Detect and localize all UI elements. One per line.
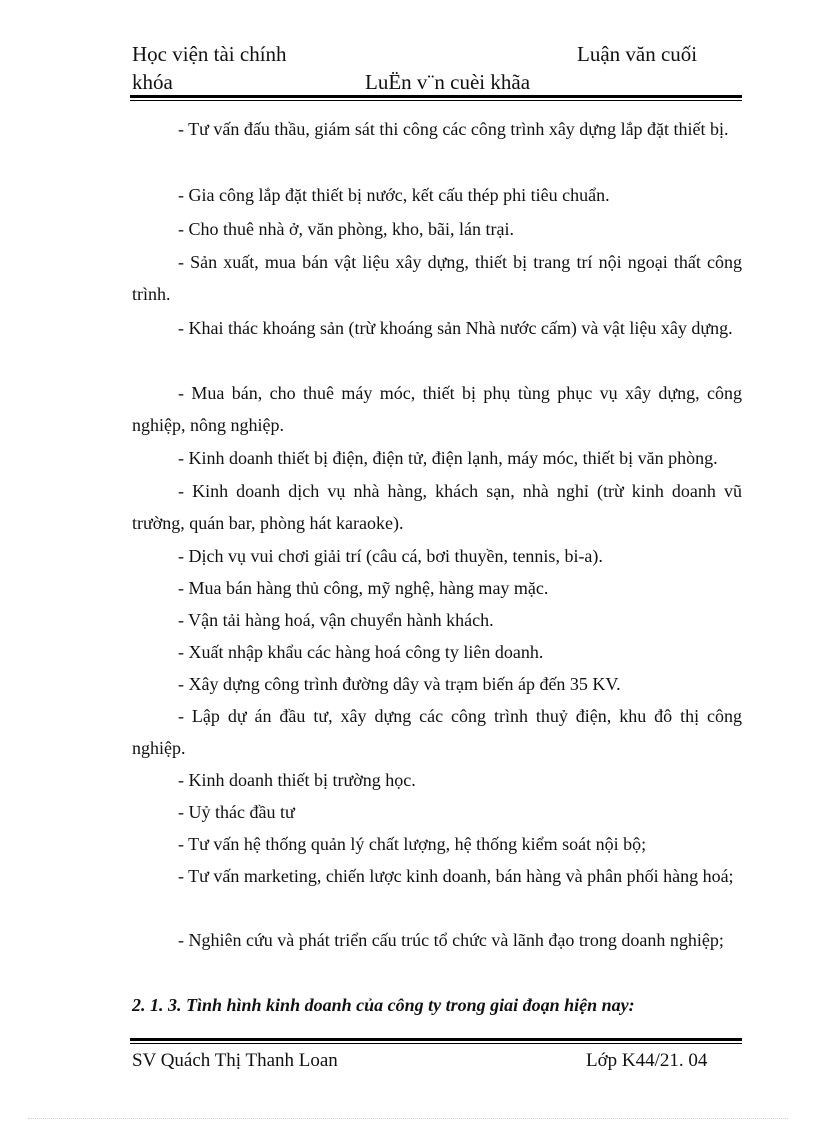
body-paragraph: - Nghiên cứu và phát triển cấu trúc tổ chức và lãnh đạo trong doanh nghiệp;: [178, 930, 724, 950]
header-rule-thin: [130, 100, 742, 101]
body-paragraph: - Kinh doanh dịch vụ nhà hàng, khách sạn, nhà nghỉ (trừ kinh doanh vũ trường, quán bar, phòng hát karaoke).: [132, 481, 742, 533]
body-paragraph: - Mua bán hàng thủ công, mỹ nghệ, hàng may mặc.: [178, 578, 549, 598]
body-paragraph: - Gia công lắp đặt thiết bị nước, kết cấu thép phi tiêu chuẩn.: [178, 185, 610, 205]
section-heading: 2. 1. 3. Tình hình kinh doanh của công ty trong giai đoạn hiện nay:: [132, 995, 635, 1015]
body-paragraph: - Cho thuê nhà ở, văn phòng, kho, bãi, lán trại.: [178, 219, 514, 239]
body-paragraph: - Kinh doanh thiết bị điện, điện tử, điện lạnh, máy móc, thiết bị văn phòng.: [178, 448, 718, 468]
header-document-type-legacy-encoding: LuËn v¨n cuèi khãa: [365, 70, 531, 94]
body-paragraph: - Xây dựng công trình đường dây và trạm biến áp đến 35 KV.: [178, 674, 621, 694]
footer-class-code: Lớp K44/21. 04: [586, 1050, 708, 1071]
body-paragraph: - Vận tải hàng hoá, vận chuyển hành khách.: [178, 610, 494, 630]
header-rule-thick: [130, 95, 742, 98]
body-paragraph: - Tư vấn hệ thống quản lý chất lượng, hệ thống kiểm soát nội bộ;: [178, 834, 647, 854]
footer-student-name: SV Quách Thị Thanh Loan: [132, 1050, 338, 1071]
body-paragraph: - Sản xuất, mua bán vật liệu xây dựng, thiết bị trang trí nội ngoại thất công trình.: [132, 252, 742, 304]
body-paragraph: - Lập dự án đầu tư, xây dựng các công trình thuỷ điện, khu đô thị công nghiệp.: [132, 706, 742, 758]
body-paragraph: - Khai thác khoáng sản (trừ khoáng sản Nhà nước cấm) và vật liệu xây dựng.: [178, 318, 733, 338]
header-document-type: Luận văn cuối: [577, 42, 698, 66]
body-paragraph: - Tư vấn marketing, chiến lược kinh doanh, bán hàng và phân phối hàng hoá;: [178, 866, 734, 886]
header-institution-continued: khóa: [132, 70, 173, 94]
page-bottom-dotted-line: [28, 1118, 788, 1119]
body-paragraph: - Mua bán, cho thuê máy móc, thiết bị phụ tùng phục vụ xây dựng, công nghiệp, nông nghiệp.: [132, 383, 742, 435]
header-institution: Học viện tài chính: [132, 42, 287, 66]
body-paragraph: - Kinh doanh thiết bị trường học.: [178, 770, 416, 790]
body-paragraph: - Tư vấn đấu thầu, giám sát thi công các công trình xây dựng lắp đặt thiết bị.: [178, 119, 729, 139]
body-paragraph: - Dịch vụ vui chơi giải trí (câu cá, bơi thuyền, tennis, bi-a).: [178, 546, 603, 566]
footer-rule-thin: [130, 1043, 742, 1044]
body-paragraph: - Xuất nhập khẩu các hàng hoá công ty liên doanh.: [178, 642, 544, 662]
body-paragraph: - Uỷ thác đầu tư: [178, 802, 295, 822]
footer-rule-thick: [130, 1038, 742, 1041]
